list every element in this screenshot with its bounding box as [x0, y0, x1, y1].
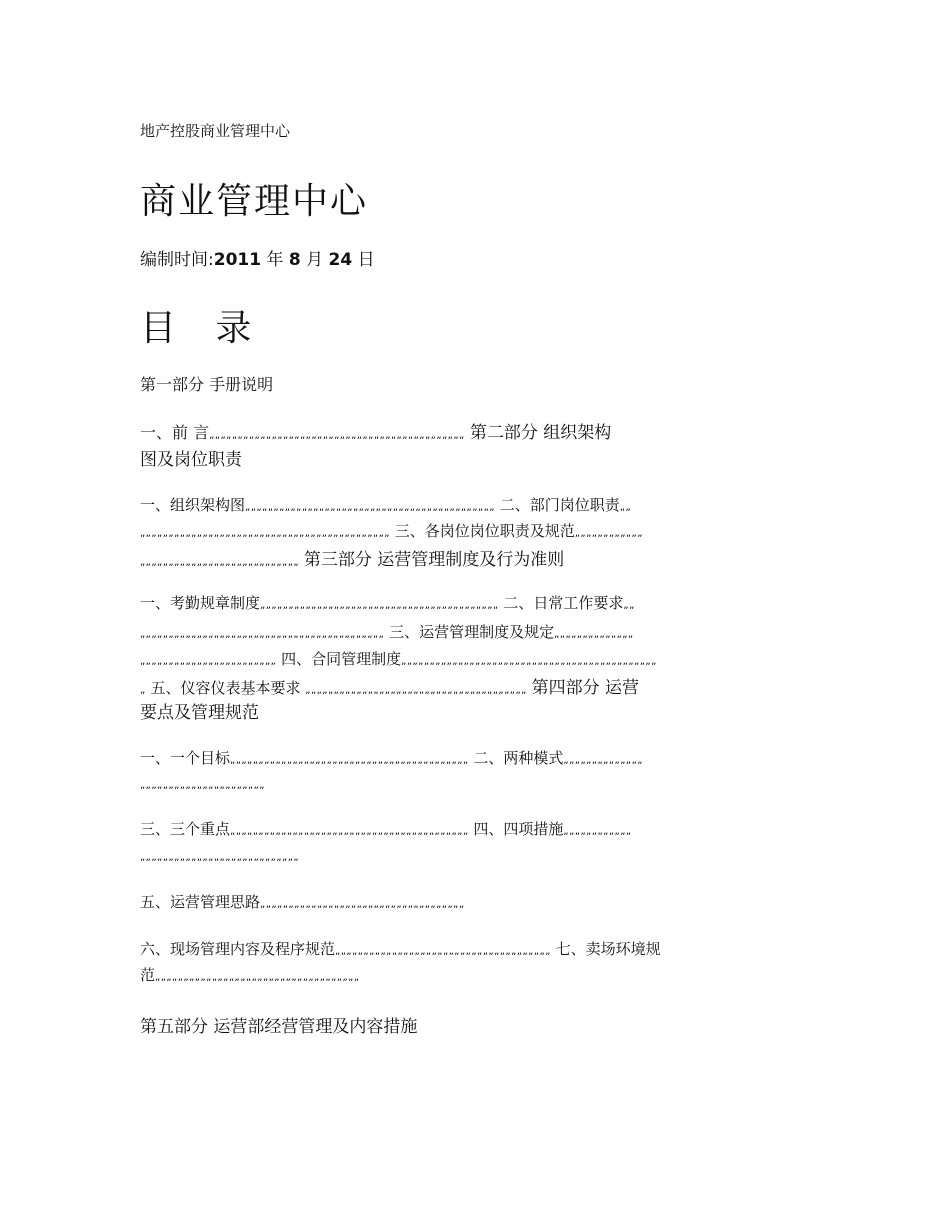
- toc-leader: „„„„„„„„„„„„„„„„„„„„„„„„„„„„„„„„„„„„: [260, 899, 465, 910]
- toc-leader: „„„„„„„„„„„„„„„„„„„„„„„„„„„„„„„„„„„„„„„„„„„„: [140, 528, 390, 539]
- toc-entry: 五、仪容仪表基本要求: [150, 679, 301, 697]
- toc-line: [140, 891, 465, 912]
- toc-line: [140, 698, 259, 723]
- toc-entry: 一、前 言: [140, 423, 210, 442]
- date-day: 24: [328, 250, 353, 270]
- toc-leader: „„„„„„„„„„„„: [574, 528, 643, 539]
- toc-entry: 范: [140, 966, 156, 984]
- date-month: 8: [288, 250, 301, 270]
- toc-entry: 三、运营管理制度及规定: [389, 623, 555, 641]
- toc-leader: „„„„„„„„„„„„„„: [563, 755, 643, 766]
- toc-leader: „„„„„„„„„„„„„„„„„„„„„„: [140, 780, 265, 791]
- toc-leader: „„„„„„„„„„„„„„„„„„„„„„„„„„„„„„„„„„„„: [155, 972, 360, 983]
- toc-leader: „„: [623, 600, 635, 611]
- toc-entry: 五、运营管理思路: [140, 893, 261, 911]
- toc-line: [140, 545, 564, 570]
- toc-leader: „„„„„„„„„„„„„„„„„„„„„„„„„„„„: [140, 852, 300, 863]
- toc-leader: „„„„„„„„„„„„„„: [554, 629, 634, 640]
- organization-name: 地产控股商业管理中心: [140, 122, 291, 140]
- toc-leader: „„„„„„„„„„„„: [563, 826, 632, 837]
- date-year: 2011: [213, 250, 262, 270]
- toc-leader: „„„„„„„„„„„„„„„„„„„„„„„„„„„„„„„„„„„„„„„: [305, 685, 527, 696]
- toc-leader: „„„„„„„„„„„„„„„„„„„„„„„„„„„„„„„„„„„„„„: [335, 946, 551, 957]
- date-month-unit: 月: [306, 250, 324, 270]
- toc-line: [140, 673, 639, 698]
- toc-line: [140, 621, 634, 642]
- toc-entry: 四、合同管理制度: [281, 650, 402, 668]
- toc-part-5-label: 第五部分 运营部经营管理及内容措施: [140, 1017, 418, 1037]
- toc-part-heading: 第二部分 组织架构: [469, 423, 612, 443]
- toc-line: [140, 818, 632, 839]
- toc-entry: 七、卖场环境规: [555, 940, 661, 958]
- toc-entry: 二、日常工作要求: [503, 594, 624, 612]
- toc-leader: „„„„„„„„„„„„„„„„„„„„„„„„„„„„„„„„„„„„„„„„„„„„: [245, 502, 495, 513]
- toc-line: [140, 494, 631, 515]
- toc-leader: „„„„„„„„„„„„„„„„„„„„„„„„„„„„„„„„„„„„„„„„„„„: [140, 629, 385, 640]
- toc-part-heading: 第三部分 运营管理制度及行为准则: [303, 550, 565, 570]
- toc-line: [140, 938, 661, 959]
- toc-part-1-label: 第一部分 手册说明: [140, 375, 274, 394]
- date-label: 编制时间:: [140, 250, 214, 270]
- date-year-unit: 年: [266, 250, 284, 270]
- toc-entry: 三、各岗位岗位职责及规范: [394, 522, 575, 540]
- toc-part-5: [140, 1012, 417, 1037]
- toc-entry: 一、一个目标: [140, 749, 231, 767]
- toc-line: [140, 520, 643, 541]
- date-day-unit: 日: [357, 250, 375, 270]
- toc-entry: 一、考勤规章制度: [140, 594, 261, 612]
- toc-line: [140, 846, 299, 864]
- toc-leader: „: [140, 685, 146, 696]
- toc-line: [140, 774, 265, 792]
- toc-line: [140, 964, 360, 985]
- toc-part-heading: 要点及管理规范: [140, 703, 259, 723]
- compile-date: [140, 245, 375, 270]
- toc-entry: 四、四项措施: [473, 820, 564, 838]
- toc-leader: „„: [619, 502, 632, 513]
- toc-line: [140, 418, 611, 443]
- toc-line: [140, 445, 242, 470]
- toc-part-1: [140, 372, 273, 395]
- toc-leader: „„„„„„„„„„„„„„„„„„„„„„„„: [140, 656, 277, 667]
- toc-line: [140, 648, 657, 669]
- toc-part-heading: 第四部分 运营: [531, 678, 639, 698]
- toc-entry: 二、两种模式: [473, 749, 564, 767]
- toc-leader: „„„„„„„„„„„„„„„„„„„„„„„„„„„„: [140, 557, 300, 568]
- toc-title: 目 录: [140, 308, 266, 349]
- toc-leader: „„„„„„„„„„„„„„„„„„„„„„„„„„„„„„„„„„„„„„„„„„: [230, 826, 469, 837]
- toc-leader: „„„„„„„„„„„„„„„„„„„„„„„„„„„„„„„„„„„„„„„„„„„„„: [209, 430, 465, 441]
- toc-line: [140, 592, 635, 613]
- toc-leader: „„„„„„„„„„„„„„„„„„„„„„„„„„„„„„„„„„„„„„„„„„: [260, 600, 499, 611]
- toc-leader: „„„„„„„„„„„„„„„„„„„„„„„„„„„„„„„„„„„„„„„„„„: [230, 755, 469, 766]
- toc-part-heading: 图及岗位职责: [140, 450, 242, 470]
- toc-leader: „„„„„„„„„„„„„„„„„„„„„„„„„„„„„„„„„„„„„„„„„„„„„: [401, 656, 657, 667]
- toc-line: [140, 747, 643, 768]
- toc-entry: 二、部门岗位职责: [499, 496, 620, 514]
- document-title: 商业管理中心: [140, 181, 369, 222]
- toc-entry: 六、现场管理内容及程序规范: [140, 940, 336, 958]
- toc-entry: 三、三个重点: [140, 820, 231, 838]
- toc-entry: 一、组织架构图: [140, 496, 246, 514]
